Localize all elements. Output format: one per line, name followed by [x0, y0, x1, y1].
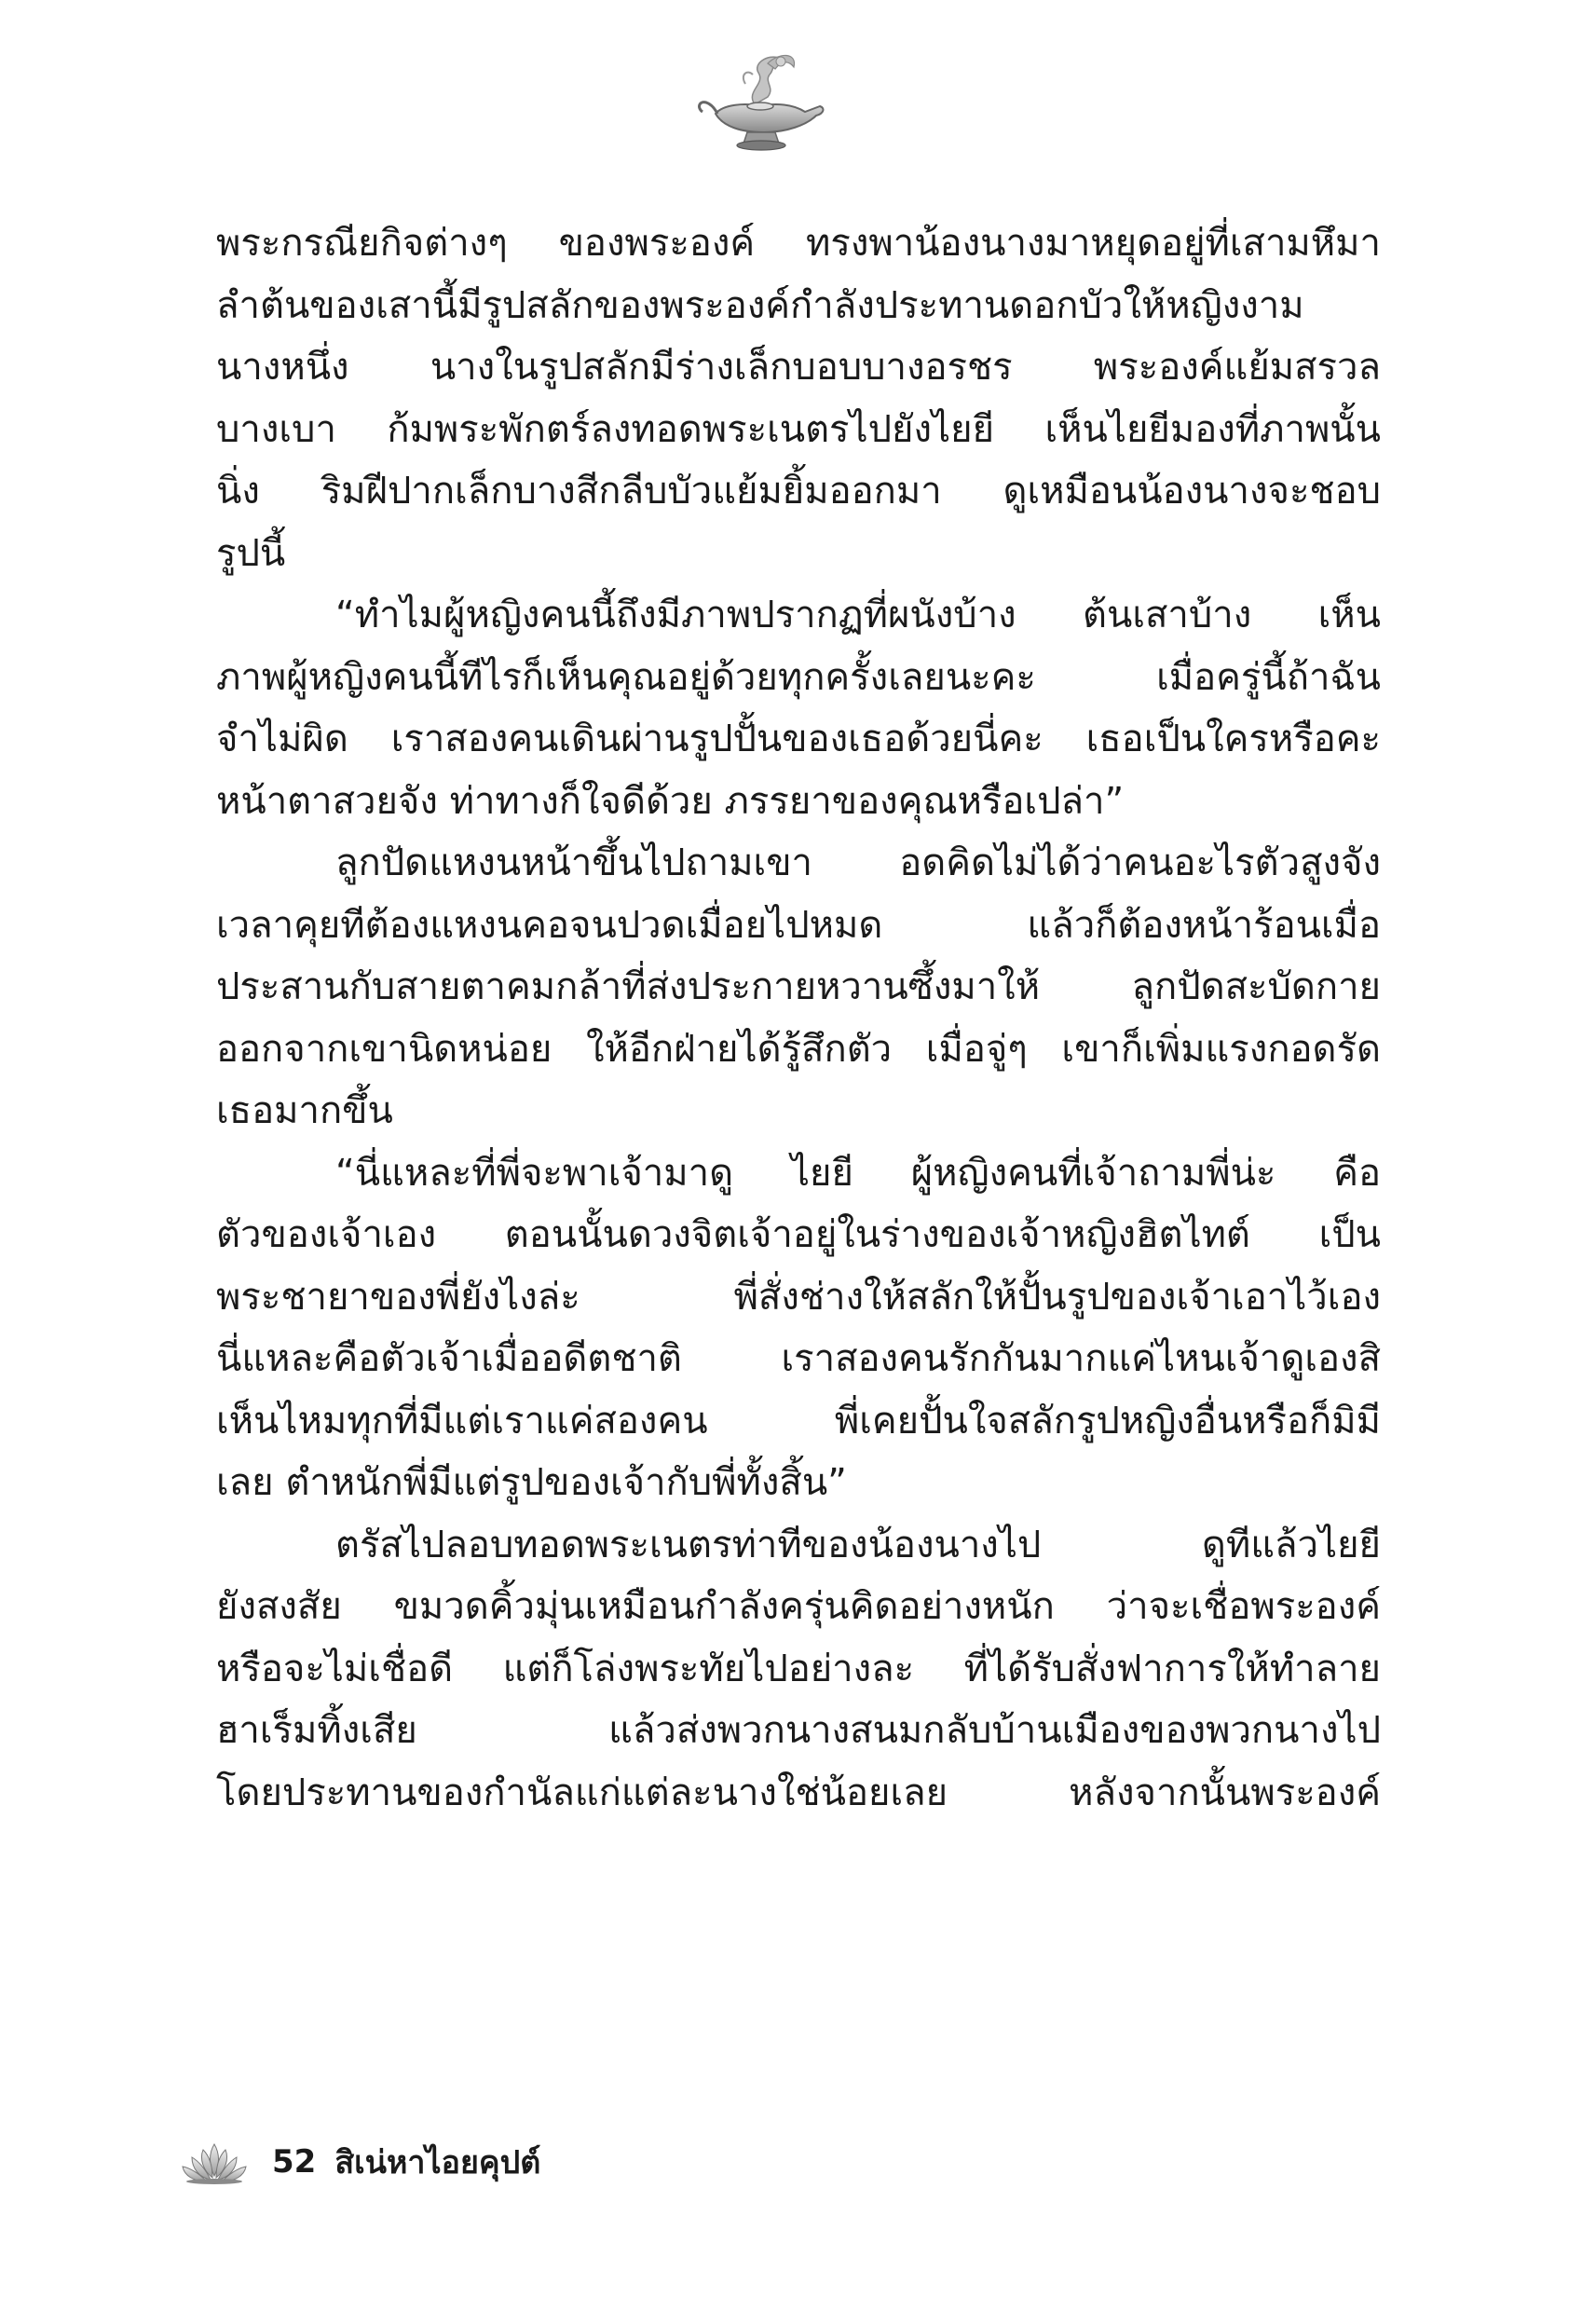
text-line: เธอมากขึ้น	[216, 1089, 393, 1132]
text-line: จำไม่ผิด เราสองคนเดินผ่านรูปปั้นของเธอด้วยนี่คะ เธอเป็นใครหรือคะ	[216, 718, 1381, 760]
page-footer	[177, 2134, 540, 2190]
text-line: ตัวของเจ้าเอง ตอนนั้นดวงจิตเจ้าอยู่ในร่างของเจ้าหญิงฮิตไทต์ เป็น	[216, 1213, 1381, 1256]
text-line: ประสานกับสายตาคมกล้าที่ส่งประกายหวานซึ้งมาให้ ลูกปัดสะบัดกาย	[216, 965, 1381, 1008]
page-number: 52	[272, 2143, 317, 2181]
text-line: เวลาคุยทีต้องแหงนคอจนปวดเมื่อยไปหมด แล้วก็ต้องหน้าร้อนเมื่อ	[216, 903, 1381, 947]
body-text	[216, 212, 1381, 1824]
genie-lamp-icon	[689, 47, 829, 158]
text-line: เลย ตำหนักพี่มีแต่รูปของเจ้ากับพี่ทั้งสิ้น”	[216, 1461, 847, 1504]
text-line: ลำต้นของเสานี้มีรูปสลักของพระองค์กำลังประทานดอกบัวให้หญิงงาม	[216, 283, 1304, 327]
text-line: หน้าตาสวยจัง ท่าทางก็ใจดีด้วย ภรรยาของคุณหรือเปล่า”	[216, 779, 1125, 823]
text-line: “ทำไมผู้หญิงคนนี้ถึงมีภาพปรากฏที่ผนังบ้าง ต้นเสาบ้าง เห็น	[335, 594, 1381, 636]
text-line: ฮาเร็มทิ้งเสีย แล้วส่งพวกนางสนมกลับบ้านเมืองของพวกนางไป	[216, 1709, 1381, 1752]
text-line: โดยประทานของกำนัลแก่แต่ละนางใช่น้อยเลย หลังจากนั้นพระองค์	[216, 1771, 1381, 1814]
text-line: นิ่ง ริมฝีปากเล็กบางสีกลีบบัวแย้มยิ้มออกมา ดูเหมือนน้องนางจะชอบ	[216, 470, 1381, 513]
text-line: “นี่แหละที่พี่จะพาเจ้ามาดู ไยยี ผู้หญิงคนที่เจ้าถามพี่น่ะ คือ	[335, 1151, 1381, 1195]
text-line: ลูกปัดแหงนหน้าขึ้นไปถามเขา อดคิดไม่ได้ว่าคนอะไรตัวสูงจัง	[335, 841, 1381, 884]
text-line: นางหนึ่ง นางในรูปสลักมีร่างเล็กบอบบางอรชร พระองค์แย้มสรวล	[216, 346, 1381, 389]
text-line: พระกรณียกิจต่างๆ ของพระองค์ ทรงพาน้องนางมาหยุดอยู่ที่เสามหึมา	[216, 222, 1381, 265]
text-line: ภาพผู้หญิงคนนี้ทีไรก็เห็นคุณอยู่ด้วยทุกครั้งเลยนะคะ เมื่อครู่นี้ถ้าฉัน	[216, 655, 1381, 699]
text-line: พระชายาของพี่ยังไงล่ะ พี่สั่งช่างให้สลักให้ปั้นรูปของเจ้าเอาไว้เอง	[216, 1275, 1381, 1319]
text-line: นี่แหละคือตัวเจ้าเมื่ออดีตชาติ เราสองคนรักกันมากแค่ไหนเจ้าดูเองสิ	[216, 1337, 1381, 1380]
text-line: ตรัสไปลอบทอดพระเนตรท่าทีของน้องนางไป ดูทีแล้วไยยี	[335, 1523, 1381, 1566]
lotus-icon	[177, 2139, 252, 2185]
book-title: สิเน่หาไอยคุปต์	[334, 2144, 541, 2181]
text-line: บางเบา ก้มพระพักตร์ลงทอดพระเนตรไปยังไยยี เห็นไยยีมองที่ภาพนั้น	[216, 407, 1381, 451]
text-line: ออกจากเขานิดหน่อย ให้อีกฝ่ายได้รู้สึกตัว เมื่อจู่ๆ เขาก็เพิ่มแรงกอดรัด	[216, 1027, 1381, 1071]
text-line: ยังสงสัย ขมวดคิ้วมุ่นเหมือนกำลังครุ่นคิดอย่างหนัก ว่าจะเชื่อพระองค์	[216, 1585, 1381, 1628]
text-line: เห็นไหมทุกที่มีแต่เราแค่สองคน พี่เคยปั้นใจสลักรูปหญิงอื่นหรือก็มิมี	[216, 1399, 1381, 1443]
text-line: รูปนี้	[216, 531, 286, 575]
text-line: หรือจะไม่เชื่อดี แต่ก็โล่งพระทัยไปอย่างละ ที่ได้รับสั่งฟาการให้ทำลาย	[216, 1647, 1381, 1690]
